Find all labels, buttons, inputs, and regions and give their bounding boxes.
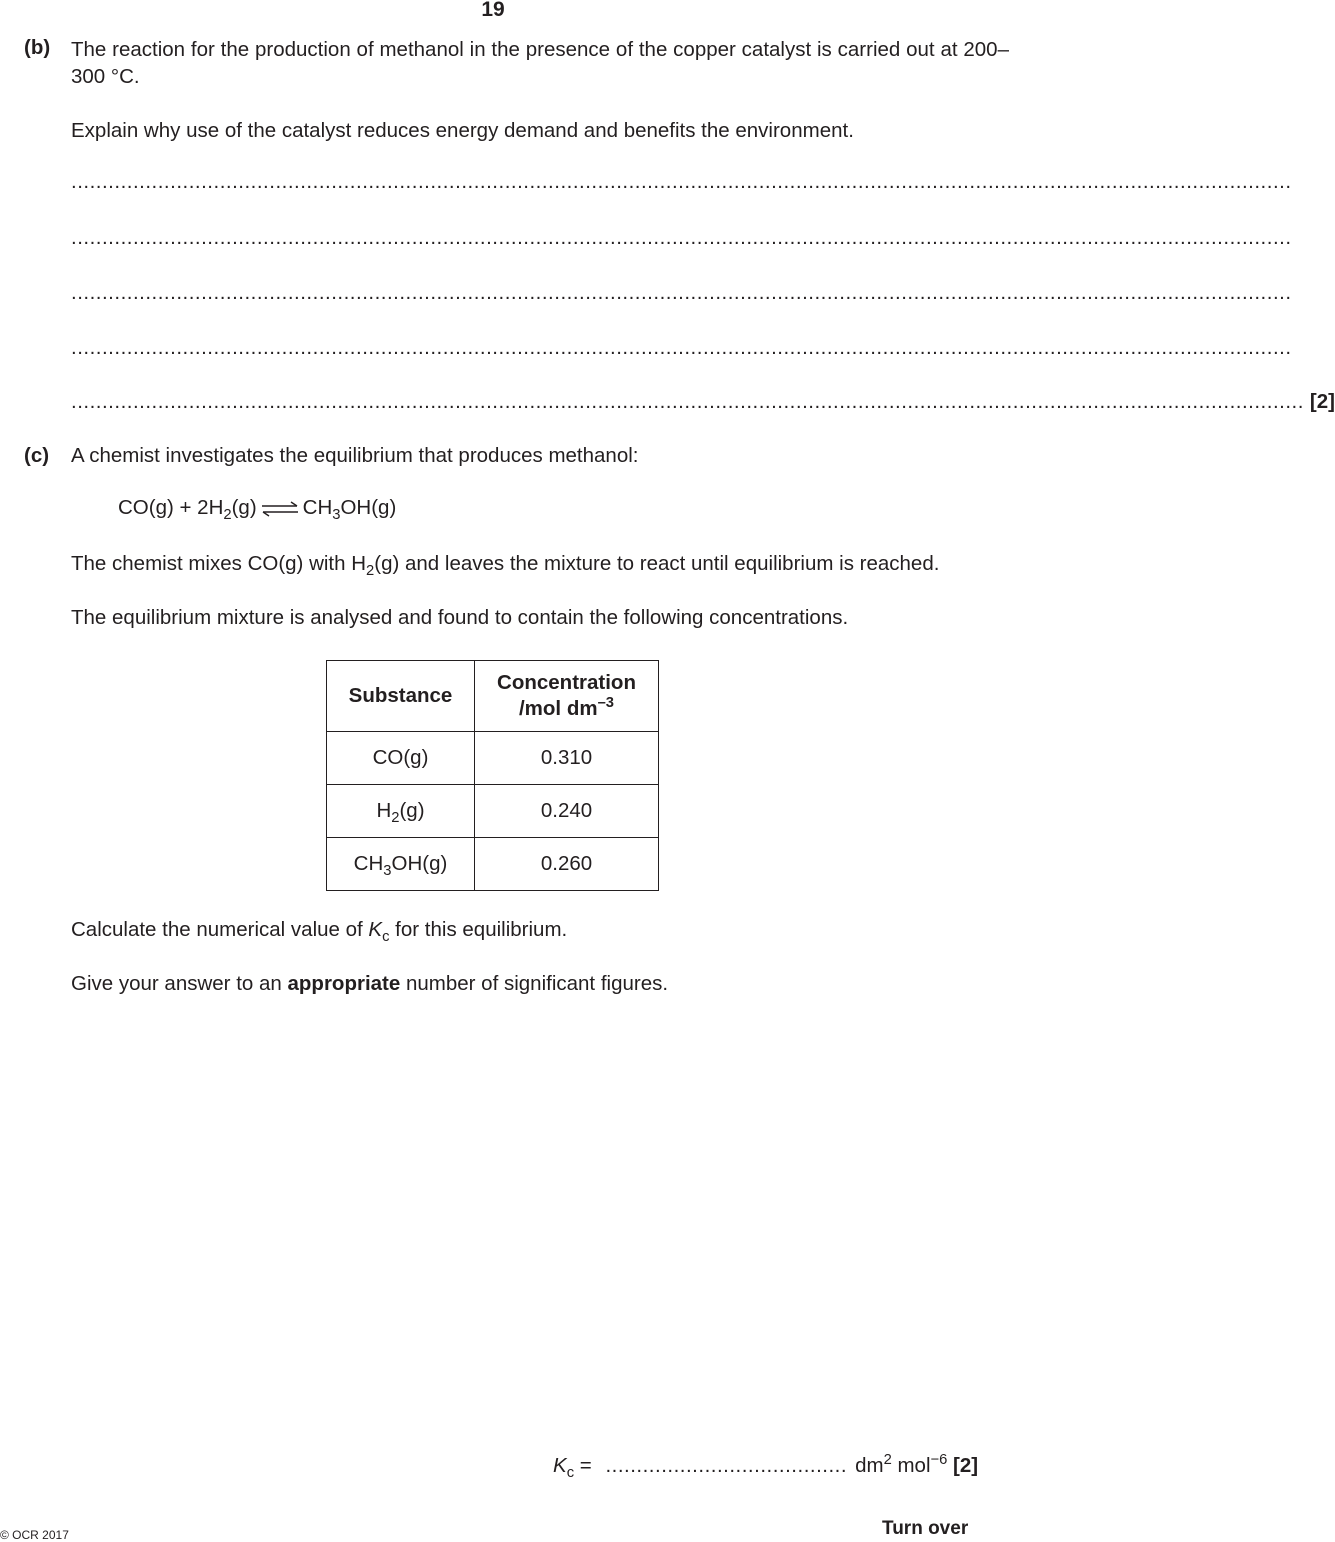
part-c-text1: The chemist mixes CO(g) with $H_2(g)$ and leaves the mixture to react until equilibrium is reached. bbox=[71, 552, 940, 580]
kc-answer-field[interactable]: ....................................... bbox=[605, 1454, 848, 1477]
answer-line-2[interactable]: ..................................................................................................................................................................................................... bbox=[71, 226, 1292, 249]
table-row bbox=[327, 732, 659, 785]
concentration-cell: 0.310 bbox=[475, 732, 659, 785]
concentration-cell: 0.240 bbox=[475, 785, 659, 838]
substance-cell: $CH_3OH(g)$ bbox=[327, 838, 475, 891]
concentration-table bbox=[326, 660, 659, 891]
part-c-intro: A chemist investigates the equilibrium that produces methanol: bbox=[71, 444, 639, 467]
equilibrium-equation: $CO(g) + 2H_2(g)$ $CH_3OH(g)$ bbox=[118, 496, 397, 524]
equilibrium-arrow-icon bbox=[261, 501, 299, 517]
calculate-instruction: Calculate the numerical value of $K_c$ for this equilibrium. bbox=[71, 918, 568, 946]
part-b-marks: [2] bbox=[1309, 390, 1335, 413]
answer-line-1[interactable]: ..................................................................................................................................................................................................... bbox=[71, 170, 1292, 193]
header-concentration: Concentration /mol $dm^{-3}$ bbox=[475, 661, 659, 732]
part-b-text: The reaction for the production of methanol in the presence of the copper catalyst is carried out at 200–300 °C. bbox=[71, 38, 1009, 88]
table-row bbox=[327, 838, 659, 891]
table-row bbox=[327, 785, 659, 838]
answer-line-4[interactable]: ..................................................................................................................................................................................................... bbox=[71, 336, 1292, 359]
substance-cell: $H_2(g)$ bbox=[327, 785, 475, 838]
part-c-label: (c) bbox=[24, 444, 50, 467]
kc-answer-line: $K_c$ = ....................................... $dm^2$ mol$^{-6}$ [2] bbox=[553, 1451, 979, 1482]
part-c-text2: The equilibrium mixture is analysed and found to contain the following concentrations. bbox=[71, 606, 849, 629]
part-c-marks: [2] bbox=[953, 1454, 979, 1477]
turn-over: Turn over bbox=[882, 1518, 969, 1539]
concentration-cell: 0.260 bbox=[475, 838, 659, 891]
sigfig-instruction: Give your answer to an appropriate number of significant figures. bbox=[71, 972, 669, 995]
answer-line-3[interactable]: ..................................................................................................................................................................................................... bbox=[71, 281, 1292, 304]
substance-cell: CO(g) bbox=[327, 732, 475, 785]
answer-line-5-row bbox=[71, 390, 1335, 414]
part-b-instruction: Explain why use of the catalyst reduces energy demand and benefits the environment. bbox=[71, 119, 854, 142]
page-number: 19 bbox=[481, 0, 505, 21]
header-substance: Substance bbox=[327, 661, 475, 732]
copyright: © OCR 2017 bbox=[0, 1528, 69, 1542]
table-header-row bbox=[327, 661, 659, 732]
part-b-label: (b) bbox=[24, 36, 51, 59]
answer-line-5[interactable]: ....................................................................................................................................................................................................... bbox=[71, 390, 1304, 413]
